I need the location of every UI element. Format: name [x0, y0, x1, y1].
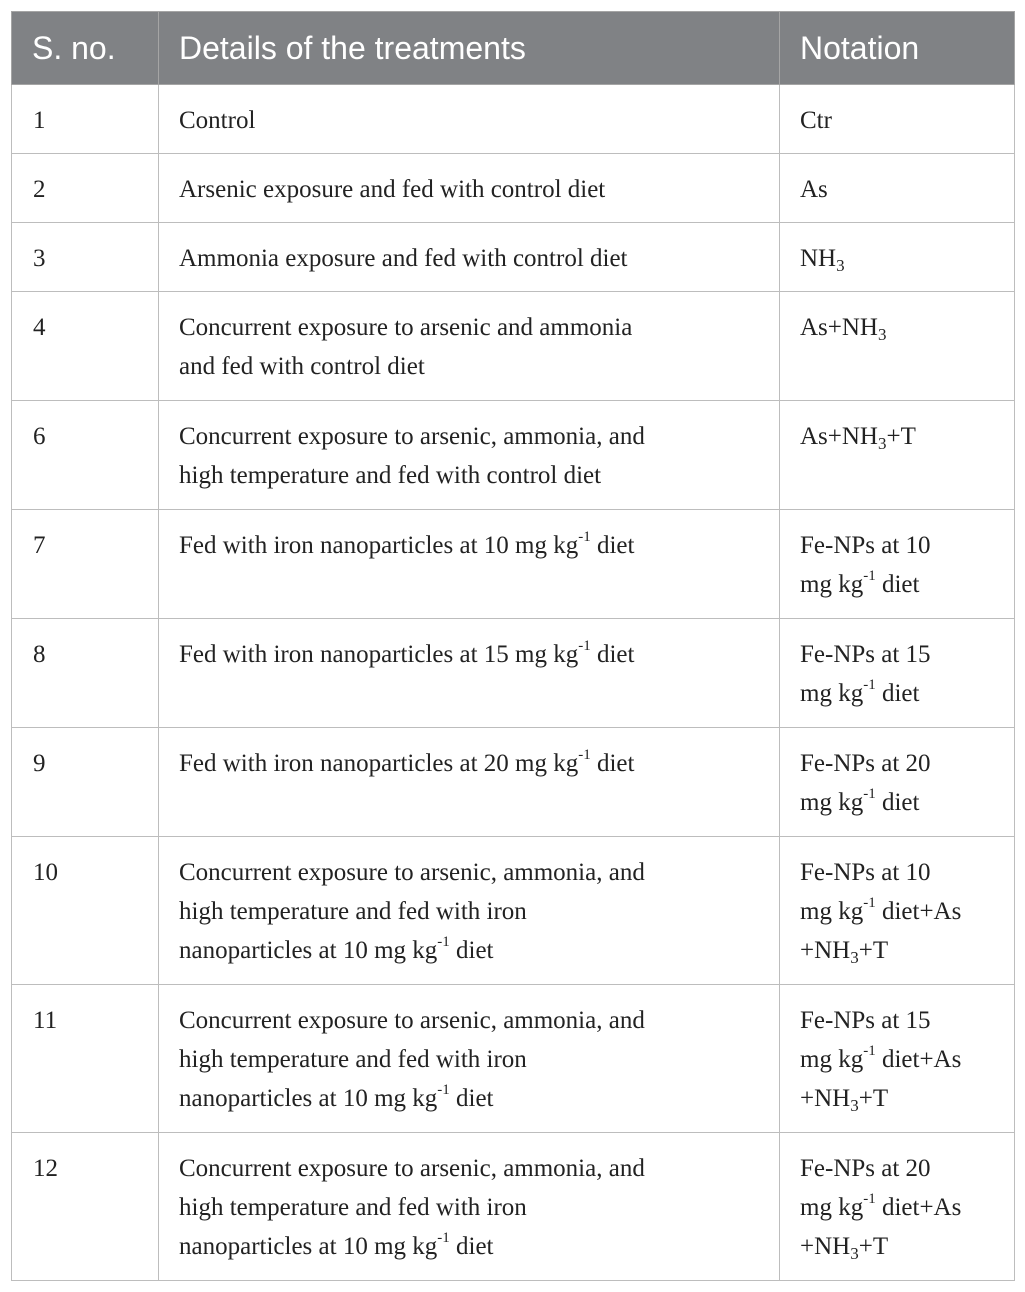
treatment-notation: Fe-NPs at 10 mg $kg^{-1}$ diet+As $+NH_3+T$: [780, 837, 1015, 985]
treatment-notation: Fe-NPs at 10 mg $kg^{-1}$ diet: [780, 510, 1015, 619]
table-row: [12, 728, 1015, 837]
treatment-details: Concurrent exposure to arsenic and ammonia and fed with control diet: [159, 292, 780, 401]
treatment-details: Fed with iron nanoparticles at 10 mg $kg^{-1}$ diet: [159, 510, 780, 619]
treatment-details: Concurrent exposure to arsenic, ammonia, and high temperature and fed with iron nanoparticles at 10 mg $kg^{-1}$ diet: [159, 985, 780, 1133]
treatment-details: Concurrent exposure to arsenic, ammonia, and high temperature and fed with control diet: [159, 401, 780, 510]
treatment-notation: Fe-NPs at 20 mg $kg^{-1}$ diet: [780, 728, 1015, 837]
row-number: 6: [12, 401, 159, 510]
treatments-table: [11, 11, 1015, 1281]
table-row: [12, 154, 1015, 223]
treatment-notation: $As+NH_3+T$: [780, 401, 1015, 510]
treatment-notation: Ctr: [780, 85, 1015, 154]
header-notation: Notation: [780, 12, 1015, 85]
table-row: [12, 1133, 1015, 1281]
row-number: 12: [12, 1133, 159, 1281]
treatment-details: Concurrent exposure to arsenic, ammonia, and high temperature and fed with iron nanoparticles at 10 mg $kg^{-1}$ diet: [159, 837, 780, 985]
treatment-notation: $As+NH_3$: [780, 292, 1015, 401]
row-number: 4: [12, 292, 159, 401]
treatment-notation: $NH_3$: [780, 223, 1015, 292]
table-row: [12, 85, 1015, 154]
table-row: [12, 223, 1015, 292]
table-body: [12, 85, 1015, 1281]
row-number: 2: [12, 154, 159, 223]
treatment-details: Control: [159, 85, 780, 154]
treatment-details: Fed with iron nanoparticles at 15 mg $kg^{-1}$ diet: [159, 619, 780, 728]
table-row: [12, 510, 1015, 619]
header-s-no: S. no.: [12, 12, 159, 85]
row-number: 10: [12, 837, 159, 985]
treatment-notation: Fe-NPs at 15 mg $kg^{-1}$ diet: [780, 619, 1015, 728]
row-number: 8: [12, 619, 159, 728]
header-details: Details of the treatments: [159, 12, 780, 85]
table-row: [12, 837, 1015, 985]
row-number: 3: [12, 223, 159, 292]
row-number: 9: [12, 728, 159, 837]
table-row: [12, 985, 1015, 1133]
treatment-details: Concurrent exposure to arsenic, ammonia, and high temperature and fed with iron nanoparticles at 10 mg $kg^{-1}$ diet: [159, 1133, 780, 1281]
treatment-details: Arsenic exposure and fed with control diet: [159, 154, 780, 223]
treatment-notation: As: [780, 154, 1015, 223]
treatments-table-container: [11, 11, 1014, 1281]
row-number: 1: [12, 85, 159, 154]
header-row: [12, 12, 1015, 85]
treatment-notation: Fe-NPs at 15 mg $kg^{-1}$ diet+As $+NH_3+T$: [780, 985, 1015, 1133]
treatment-details: Ammonia exposure and fed with control diet: [159, 223, 780, 292]
row-number: 7: [12, 510, 159, 619]
treatment-details: Fed with iron nanoparticles at 20 mg $kg^{-1}$ diet: [159, 728, 780, 837]
row-number: 11: [12, 985, 159, 1133]
table-row: [12, 619, 1015, 728]
table-row: [12, 292, 1015, 401]
table-row: [12, 401, 1015, 510]
treatment-notation: Fe-NPs at 20 mg $kg^{-1}$ diet+As $+NH_3+T$: [780, 1133, 1015, 1281]
